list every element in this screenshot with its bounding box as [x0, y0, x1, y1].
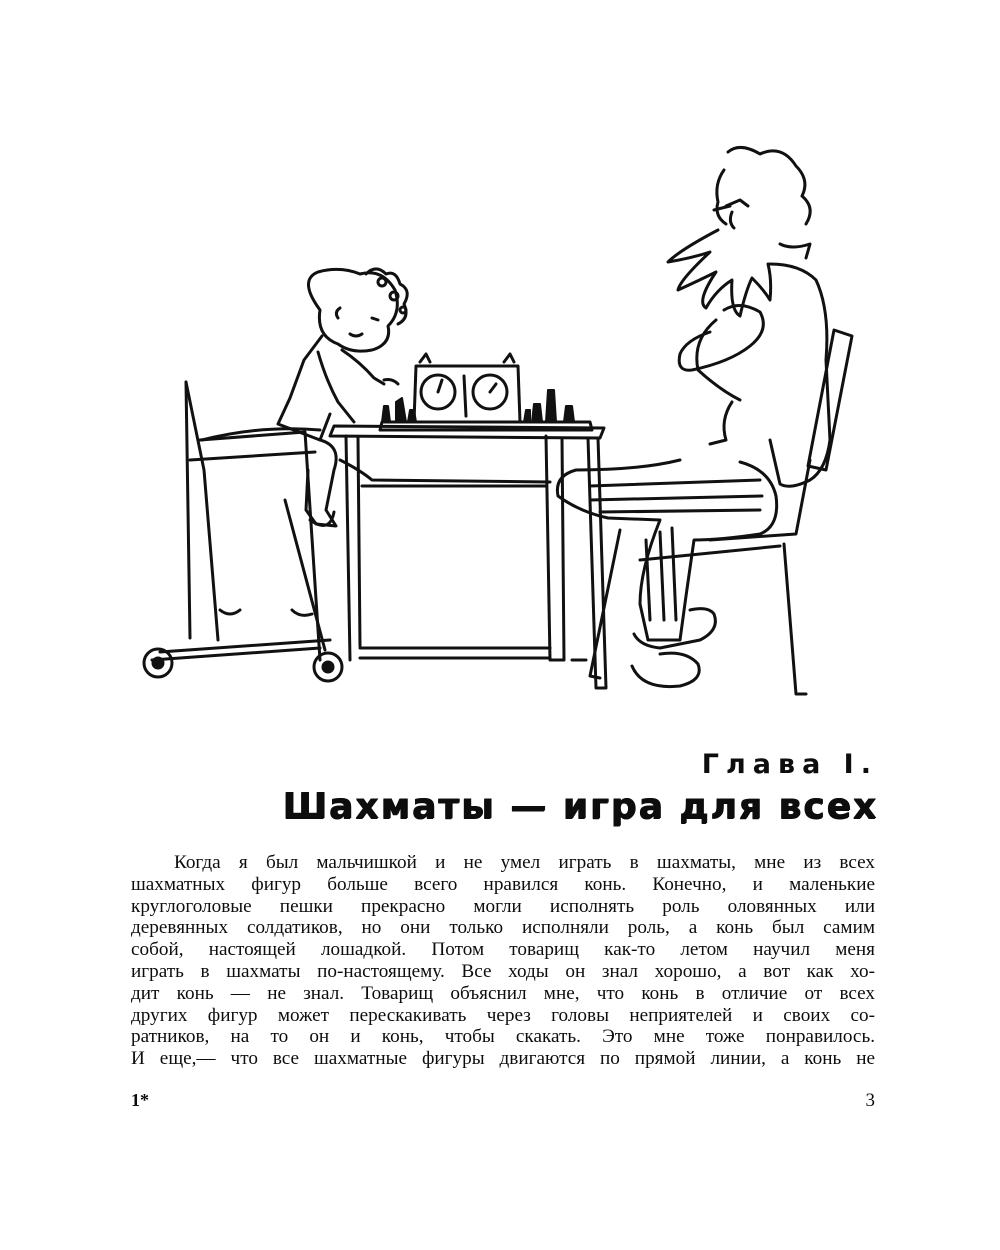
text-line: шахматных фигур больше всего нравился конь. Конечно, и маленькие — [131, 873, 875, 895]
text-line: играть в шахматы по-настоящему. Все ходы он знал хорошо, а вот как хо- — [131, 960, 875, 982]
text-line: И еще,— что все шахматные фигуры двигаются по прямой линии, а конь не — [131, 1048, 875, 1070]
chapter-title: Шахматы — игра для всех — [282, 786, 878, 827]
text-line: деревянных солдатиков, но они только исполняли роль, а конь был самим — [131, 917, 875, 939]
page-number: 3 — [865, 1090, 875, 1111]
signature-mark: 1* — [131, 1090, 149, 1110]
body-paragraph — [131, 852, 875, 1070]
text-line: Когда я был мальчишкой и не умел играть в шахматы, мне из всех — [174, 852, 875, 873]
chess-players-illustration — [120, 140, 880, 710]
text-line: собой, настоящей лошадкой. Потом товарищ как-то летом научил меня — [131, 939, 875, 961]
text-line: других фигур может перескакивать через головы неприятелей и своих со- — [131, 1004, 875, 1026]
text-line: ратников, на то он и конь, чтобы скакать. Это мне тоже понравилось. — [131, 1026, 875, 1048]
text-line: круглоголовые пешки прекрасно могли исполнять роль оловянных или — [131, 895, 875, 917]
chapter-number: Глава I. — [701, 749, 878, 780]
text-line: дит конь — не знал. Товарищ объяснил мне, что конь в отличие от всех — [131, 982, 875, 1004]
boy-figure — [278, 269, 407, 615]
high-chair — [152, 382, 330, 660]
table — [330, 426, 606, 688]
